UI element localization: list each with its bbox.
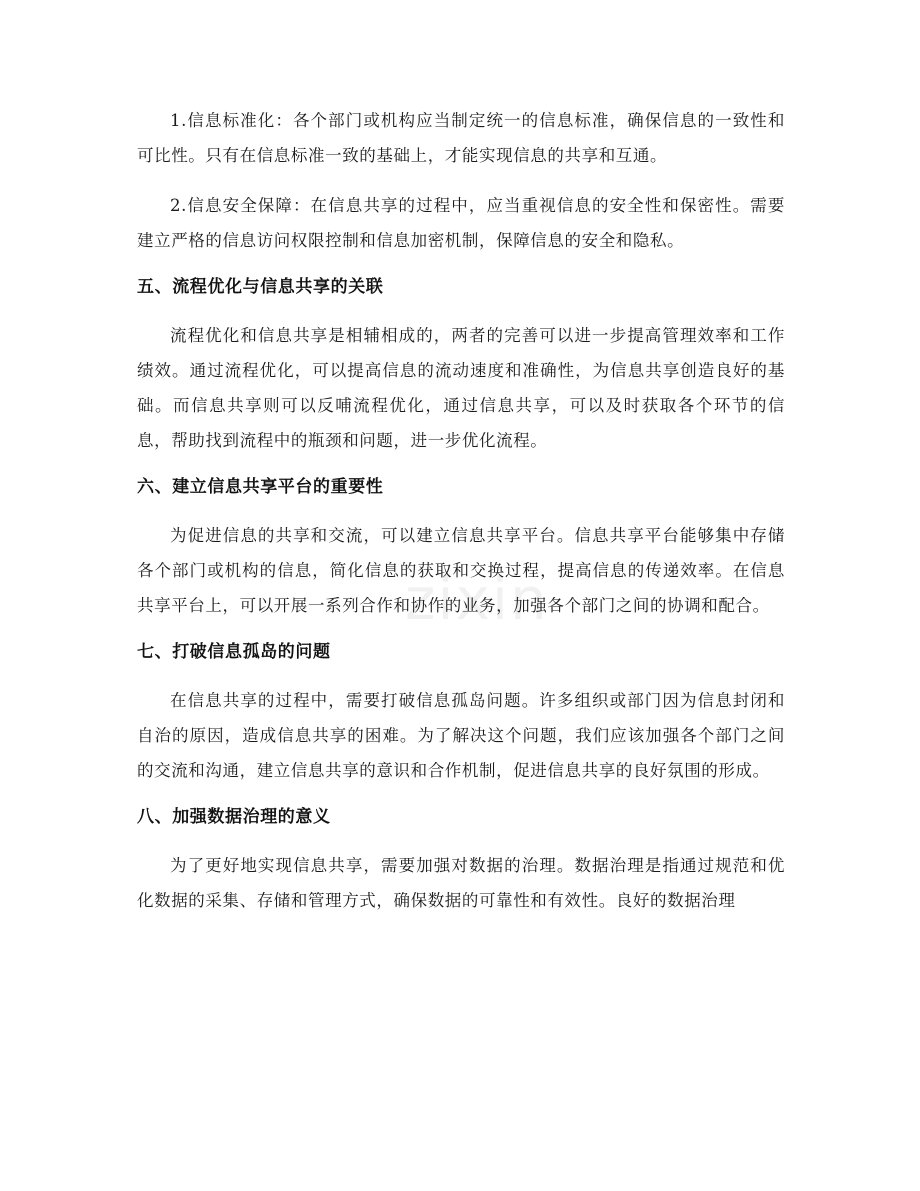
section-heading-6: 六、建立信息共享平台的重要性 [137, 477, 384, 497]
document-body [137, 103, 785, 933]
paragraph-section-6: 为促进信息的共享和交流，可以建立信息共享平台。信息共享平台能够集中存储各个部门或机构的信息，简化信息的获取和交换过程，提高信息的传递效率。在信息共享平台上，可以开展一系列合作和协作的业务，加强各个部门之间的协调和配合。 [137, 526, 785, 615]
paragraph-section-5: 流程优化和信息共享是相辅相成的，两者的完善可以进一步提高管理效率和工作绩效。通过流程优化，可以提高信息的流动速度和准确性，为信息共享创造良好的基础。而信息共享则可以反哺流程优化，通过信息共享，可以及时获取各个环节的信息，帮助找到流程中的瓶颈和问题，进一步优化流程。 [137, 326, 785, 450]
watermark: zixin [405, 565, 549, 633]
section-heading-5: 五、流程优化与信息共享的关联 [137, 277, 384, 297]
section-heading-7: 七、打破信息孤岛的问题 [137, 642, 331, 662]
paragraph-info-standardization: 1.信息标准化：各个部门或机构应当制定统一的信息标准，确保信息的一致性和可比性。只有在信息标准一致的基础上，才能实现信息的共享和互通。 [137, 111, 785, 165]
section-heading-8: 八、加强数据治理的意义 [137, 807, 331, 827]
paragraph-section-7: 在信息共享的过程中，需要打破信息孤岛问题。许多组织或部门因为信息封闭和自治的原因，造成信息共享的困难。为了解决这个问题，我们应该加强各个部门之间的交流和沟通，建立信息共享的意识和合作机制，促进信息共享的良好氛围的形成。 [137, 691, 785, 780]
paragraph-section-8: 为了更好地实现信息共享，需要加强对数据的治理。数据治理是指通过规范和优化数据的采集、存储和管理方式，确保数据的可靠性和有效性。良好的数据治理 [137, 856, 785, 910]
paragraph-info-security: 2.信息安全保障：在信息共享的过程中，应当重视信息的安全性和保密性。需要建立严格的信息访问权限控制和信息加密机制，保障信息的安全和隐私。 [137, 196, 785, 250]
